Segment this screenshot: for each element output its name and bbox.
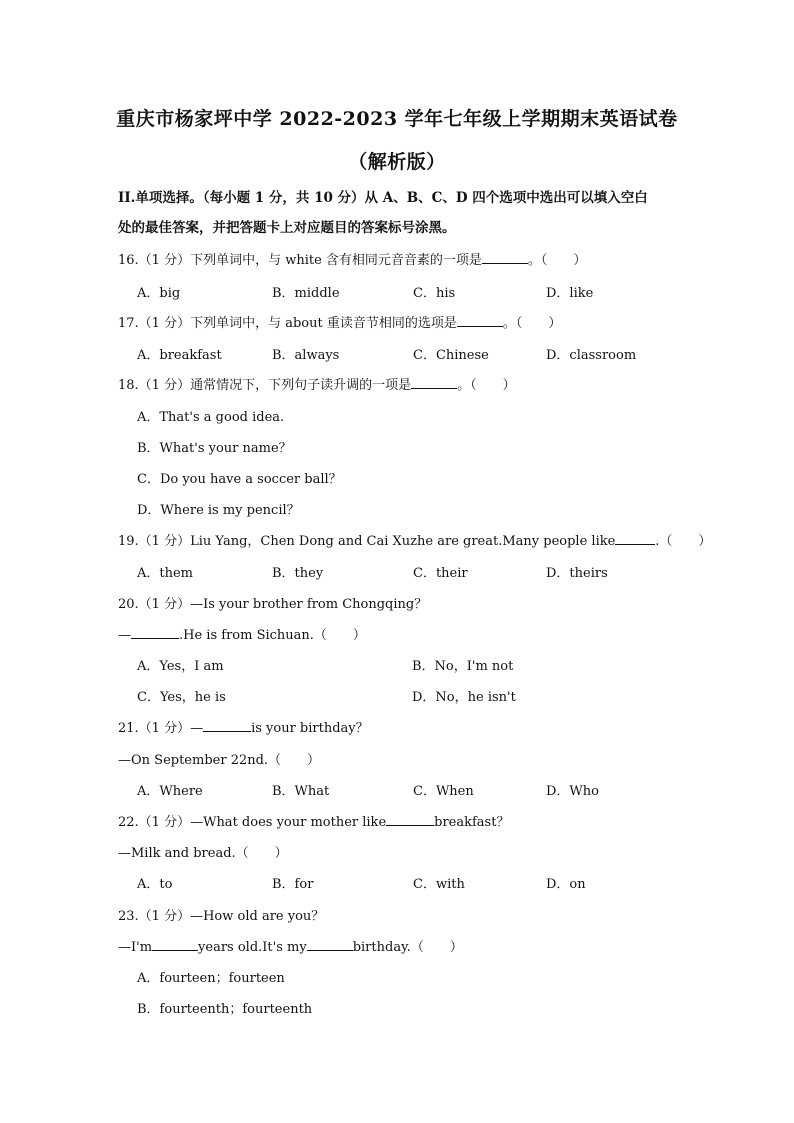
question-21-option-b: B．What bbox=[272, 784, 330, 799]
question-19-option-d: D．theirs bbox=[546, 566, 608, 581]
question-20-stem: 20.（1 分）—Is your brother from Chongqing？ bbox=[118, 597, 428, 612]
answer-blank bbox=[307, 938, 353, 951]
question-23-option-a: A．fourteen；fourteen bbox=[137, 971, 285, 986]
question-20-option-a: A．Yes，I am bbox=[137, 659, 224, 674]
answer-blank bbox=[203, 719, 251, 732]
question-18-option-c: C．Do you have a soccer ball？ bbox=[137, 472, 342, 487]
question-21-option-d: D．Who bbox=[546, 784, 599, 799]
question-16-stem: 16.（1 分）下列单词中，与 white 含有相同元音音素的一项是 。（ ） bbox=[118, 253, 587, 268]
question-18-option-a: A．That's a good idea. bbox=[137, 410, 285, 425]
question-22-stem: 22.（1 分）—What does your mother like breakfast？ bbox=[118, 815, 510, 830]
question-22-option-b: B．for bbox=[272, 877, 314, 892]
answer-blank bbox=[482, 251, 528, 264]
question-20-response: — .He is from Sichuan.（ ） bbox=[118, 628, 366, 643]
section-instructions-line1: II.单项选择。（每小题 1 分，共 10 分）从 A、B、C、D 四个选项中选出可以填入空白 bbox=[118, 190, 648, 206]
question-23-option-b: B．fourteenth；fourteenth bbox=[137, 1002, 313, 1017]
question-18-option-b: B．What's your name？ bbox=[137, 441, 292, 456]
question-22-option-c: C．with bbox=[413, 877, 465, 892]
answer-blank bbox=[411, 376, 457, 389]
question-23-stem: 23.（1 分）—How old are you？ bbox=[118, 909, 325, 924]
question-17-option-c: C．Chinese bbox=[413, 348, 489, 363]
answer-blank bbox=[386, 813, 434, 826]
question-16-option-a: A．big bbox=[137, 286, 181, 301]
answer-blank bbox=[457, 314, 503, 327]
question-16-option-c: C．his bbox=[413, 286, 456, 301]
question-19-option-c: C．their bbox=[413, 566, 468, 581]
answer-blank bbox=[131, 626, 179, 639]
question-18-option-d: D．Where is my pencil？ bbox=[137, 503, 300, 518]
question-20-option-d: D．No，he isn't bbox=[412, 690, 516, 705]
question-17-option-b: B．always bbox=[272, 348, 340, 363]
document-title: 重庆市杨家坪中学 2022-2023 学年七年级上学期期末英语试卷 bbox=[116, 108, 678, 130]
question-20-option-c: C．Yes，he is bbox=[137, 690, 226, 705]
question-20-option-b: B．No，I'm not bbox=[412, 659, 514, 674]
question-21-option-c: C．When bbox=[413, 784, 474, 799]
question-16-option-b: B．middle bbox=[272, 286, 340, 301]
answer-blank bbox=[152, 938, 198, 951]
question-19-option-a: A．them bbox=[137, 566, 194, 581]
question-21-response: —On September 22nd.（ ） bbox=[118, 753, 321, 768]
question-22-option-a: A．to bbox=[137, 877, 173, 892]
question-21-stem: 21.（1 分）— is your birthday？ bbox=[118, 721, 369, 736]
question-23-response: —I'm years old.It's my birthday.（ ） bbox=[118, 940, 463, 955]
question-22-response: —Milk and bread.（ ） bbox=[118, 846, 288, 861]
document-subtitle: （解析版） bbox=[348, 151, 446, 173]
question-19-option-b: B．they bbox=[272, 566, 324, 581]
question-17-option-a: A．breakfast bbox=[137, 348, 222, 363]
question-17-stem: 17.（1 分）下列单词中，与 about 重读音节相同的选项是 。（ ） bbox=[118, 316, 562, 331]
question-16-option-d: D．like bbox=[546, 286, 594, 301]
question-17-option-d: D．classroom bbox=[546, 348, 637, 363]
question-18-stem: 18.（1 分）通常情况下，下列句子读升调的一项是 。（ ） bbox=[118, 378, 516, 393]
question-22-option-d: D．on bbox=[546, 877, 586, 892]
answer-blank bbox=[615, 532, 655, 545]
question-21-option-a: A．Where bbox=[137, 784, 203, 799]
question-19-stem: 19.（1 分）Liu Yang，Chen Dong and Cai Xuzhe are great.Many people like .（ ） bbox=[118, 534, 712, 549]
section-instructions-line2: 处的最佳答案，并把答题卡上对应题目的答案标号涂黑。 bbox=[118, 220, 456, 236]
